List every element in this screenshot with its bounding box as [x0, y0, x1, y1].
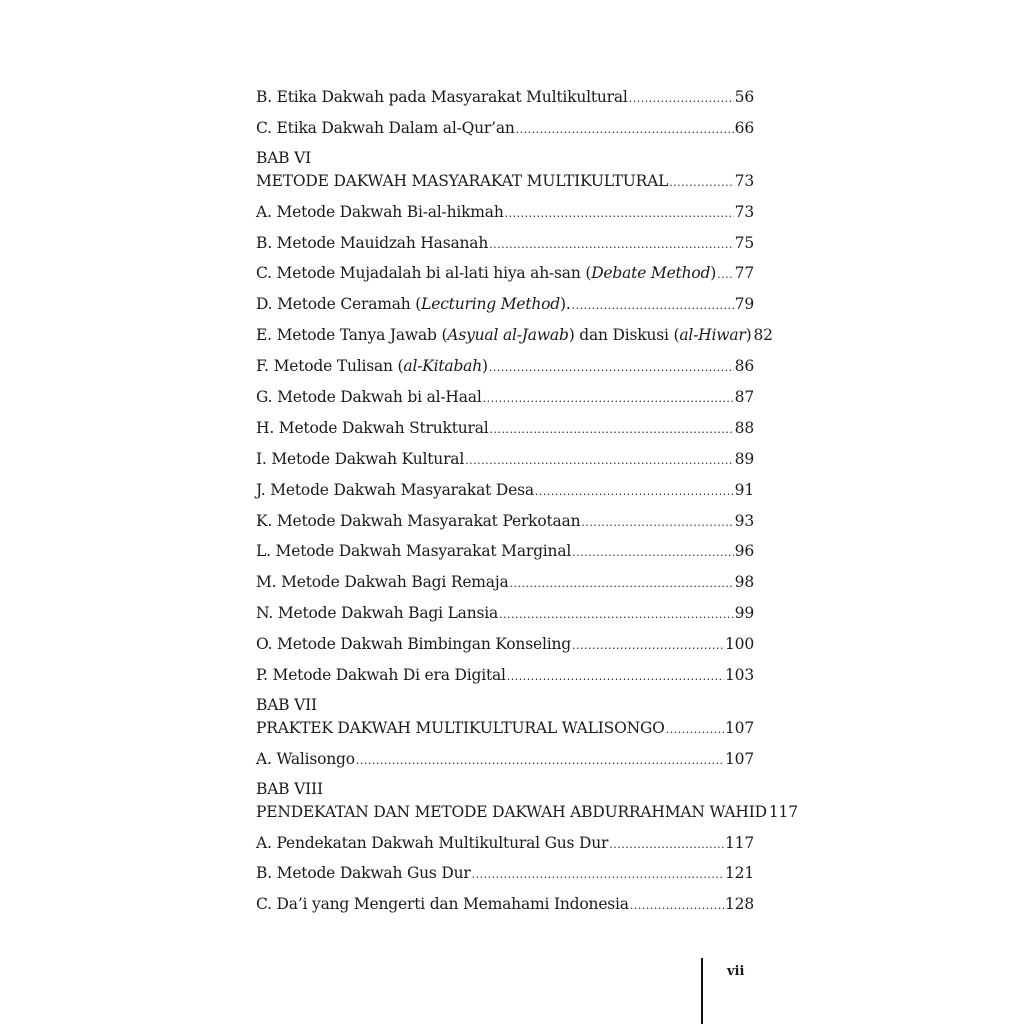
toc-entry-title: [256, 323, 751, 347]
dot-leader: [490, 418, 734, 442]
title-text: ): [482, 357, 488, 376]
toc-entry: [256, 231, 754, 255]
toc-entry: [256, 831, 754, 855]
toc-page-number: 56: [734, 88, 754, 106]
title-text: B. Etika Dakwah pada Masyarakat Multikultural: [256, 88, 628, 106]
toc-entry: [256, 323, 773, 347]
title-text: I. Metode Dakwah Kultural: [256, 449, 465, 468]
dot-leader: [516, 118, 734, 142]
toc-page-number: 91: [734, 480, 754, 499]
title-text: PRAKTEK DAKWAH MULTIKULTURAL WALISONGO: [256, 718, 665, 737]
title-text: PENDEKATAN DAN METODE DAKWAH ABDURRAHMAN WAHID: [256, 802, 767, 821]
dot-leader: [581, 511, 733, 535]
toc-entry-title: [256, 385, 482, 409]
title-text: C. Etika Dakwah Dalam al-Qur’an: [256, 118, 515, 137]
title-text: B. Metode Dakwah Gus Dur: [256, 864, 471, 883]
dot-leader: [666, 718, 724, 742]
dot-leader: [572, 294, 734, 318]
title-text: E. Metode Tanya Jawab (: [256, 326, 448, 345]
title-text: F. Metode Tulisan (: [256, 357, 404, 376]
title-text: A. Walisongo: [256, 749, 355, 768]
toc-entry: [256, 570, 754, 594]
toc-page-number: 117: [725, 833, 754, 852]
title-text: D. Metode Ceramah (: [256, 295, 422, 314]
italic-term: al-Hiwar: [679, 326, 746, 345]
toc-entry: [256, 354, 754, 378]
toc-entry-title: [256, 539, 571, 563]
title-text: ): [710, 264, 717, 283]
dot-leader: [483, 387, 734, 411]
dot-leader: [505, 202, 734, 226]
dot-leader: [572, 541, 734, 565]
title-text: G. Metode Dakwah bi al-Haal: [256, 388, 482, 407]
toc-entry-title: [256, 509, 580, 533]
toc-entry: [256, 261, 754, 285]
toc-entry-title: [256, 663, 506, 687]
title-text: ).: [560, 295, 571, 314]
title-text: O. Metode Dakwah Bimbingan Konseling: [256, 635, 571, 654]
toc-entry: [256, 416, 754, 440]
chapter-title-row: [256, 169, 754, 193]
toc-page-number: 75: [734, 233, 754, 252]
toc-entry-title: [256, 169, 668, 193]
toc-entry: [256, 478, 754, 502]
toc-entry: [256, 200, 754, 224]
title-text: A. Pendekatan Dakwah Multikultural Gus Dur: [256, 833, 609, 852]
dot-leader: [609, 833, 724, 857]
dot-leader: [489, 356, 734, 380]
title-text: M. Metode Dakwah Bagi Remaja: [256, 573, 509, 592]
dot-leader: [629, 87, 734, 111]
dot-leader: [472, 863, 724, 887]
dot-leader: [465, 449, 734, 473]
toc-page-number: 100: [725, 635, 754, 654]
chapter-title-row: [256, 716, 754, 740]
toc-entry-title: [256, 416, 489, 440]
chapter-label: BAB VII: [256, 695, 317, 714]
toc-entry-title: [256, 200, 504, 224]
toc-entry: [256, 385, 754, 409]
toc-entry-title: [256, 478, 534, 502]
toc-page-number: 107: [725, 749, 754, 768]
toc-entry: [256, 601, 754, 625]
chapter-title-row: [256, 800, 798, 824]
toc-page-number: 87: [734, 388, 754, 407]
toc-entry-title: [256, 116, 515, 140]
toc-entry: [256, 116, 754, 140]
italic-term: Asyual al-Jawab: [447, 326, 569, 345]
title-text: P. Metode Dakwah Di era Digital: [256, 666, 506, 685]
toc-page-number: 128: [725, 895, 754, 914]
title-text: ): [745, 326, 752, 345]
toc-entry: [256, 663, 754, 687]
dot-leader: [356, 749, 724, 773]
page-number: vii: [727, 964, 745, 979]
italic-term: Lecturing Method: [421, 295, 561, 314]
toc-entry-title: [256, 892, 629, 916]
toc-page-number: 89: [734, 449, 754, 468]
dot-leader: [572, 634, 724, 658]
toc-page-number: 93: [734, 511, 754, 530]
toc-page-number: 103: [725, 666, 754, 685]
dot-leader: [717, 263, 734, 287]
toc-page-number: 88: [734, 418, 754, 437]
toc-entry: [256, 747, 754, 771]
toc-page-number: 73: [734, 171, 754, 190]
toc-page-number: 99: [734, 604, 754, 623]
dot-leader: [630, 894, 724, 918]
toc-page-number: 98: [734, 573, 754, 592]
toc-page-number: 121: [725, 864, 754, 883]
toc-entry: [256, 509, 754, 533]
title-text: C. Metode Mujadalah bi al-lati hiya ah-san (: [256, 264, 592, 283]
toc-entry: [256, 85, 754, 109]
title-text: METODE DAKWAH MASYARAKAT MULTIKULTURAL: [256, 171, 669, 190]
toc-entry-title: [256, 231, 488, 255]
dot-leader: [499, 603, 734, 627]
title-text: K. Metode Dakwah Masyarakat Perkotaan: [256, 511, 581, 530]
toc-entry-title: [256, 632, 571, 656]
dot-leader: [669, 171, 733, 195]
title-text: L. Metode Dakwah Masyarakat Marginal: [256, 542, 572, 561]
italic-term: al-Kitabah: [403, 357, 483, 376]
title-text: B. Metode Mauidzah Hasanah: [256, 233, 489, 252]
italic-term: Debate Method: [591, 264, 711, 283]
title-text: H. Metode Dakwah Struktural: [256, 418, 489, 437]
title-text: A. Metode Dakwah Bi-al-hikmah: [256, 202, 504, 221]
toc-page-number: 73: [734, 202, 754, 221]
toc-entry-title: [256, 800, 767, 824]
title-text: C. Da’i yang Mengerti dan Memahami Indonesia: [256, 895, 629, 914]
toc-entry: [256, 539, 754, 563]
toc-page-number: 77: [734, 264, 754, 283]
toc-entry-title: [256, 601, 498, 625]
toc-entry-title: [256, 292, 571, 316]
toc-entry-title: [256, 716, 665, 740]
toc-page-number: 66: [734, 118, 754, 137]
dot-leader: [510, 572, 734, 596]
title-text: ) dan Diskusi (: [568, 326, 680, 345]
title-text: J. Metode Dakwah Masyarakat Desa: [256, 480, 534, 499]
toc-entry-title: [256, 831, 608, 855]
toc-entry-title: [256, 354, 488, 378]
toc-entry-title: [256, 570, 509, 594]
toc-page-number: 107: [725, 718, 754, 737]
toc-entry-title: [256, 447, 464, 471]
chapter-label: BAB VI: [256, 148, 312, 167]
toc-entry-title: [256, 747, 355, 771]
dot-leader: [535, 480, 734, 504]
toc-entry-title: [256, 861, 471, 885]
chapter-label: BAB VIII: [256, 779, 323, 798]
toc-page-number: 79: [734, 295, 754, 314]
toc-entry: [256, 292, 754, 316]
toc-entry: [256, 447, 754, 471]
toc-entry: [256, 861, 754, 885]
toc-entry: [256, 632, 754, 656]
toc-page-number: 82: [753, 326, 773, 345]
table-of-contents: [256, 85, 798, 923]
title-text: N. Metode Dakwah Bagi Lansia: [256, 604, 499, 623]
toc-page-number: 96: [734, 542, 754, 561]
dot-leader: [489, 233, 734, 257]
toc-page-number: 117: [768, 802, 798, 821]
page-divider-line: [701, 958, 703, 1024]
dot-leader: [507, 665, 724, 689]
toc-page-number: 86: [734, 357, 754, 376]
toc-entry: [256, 892, 754, 916]
toc-entry-title: [256, 85, 628, 109]
toc-entry-title: [256, 261, 716, 285]
